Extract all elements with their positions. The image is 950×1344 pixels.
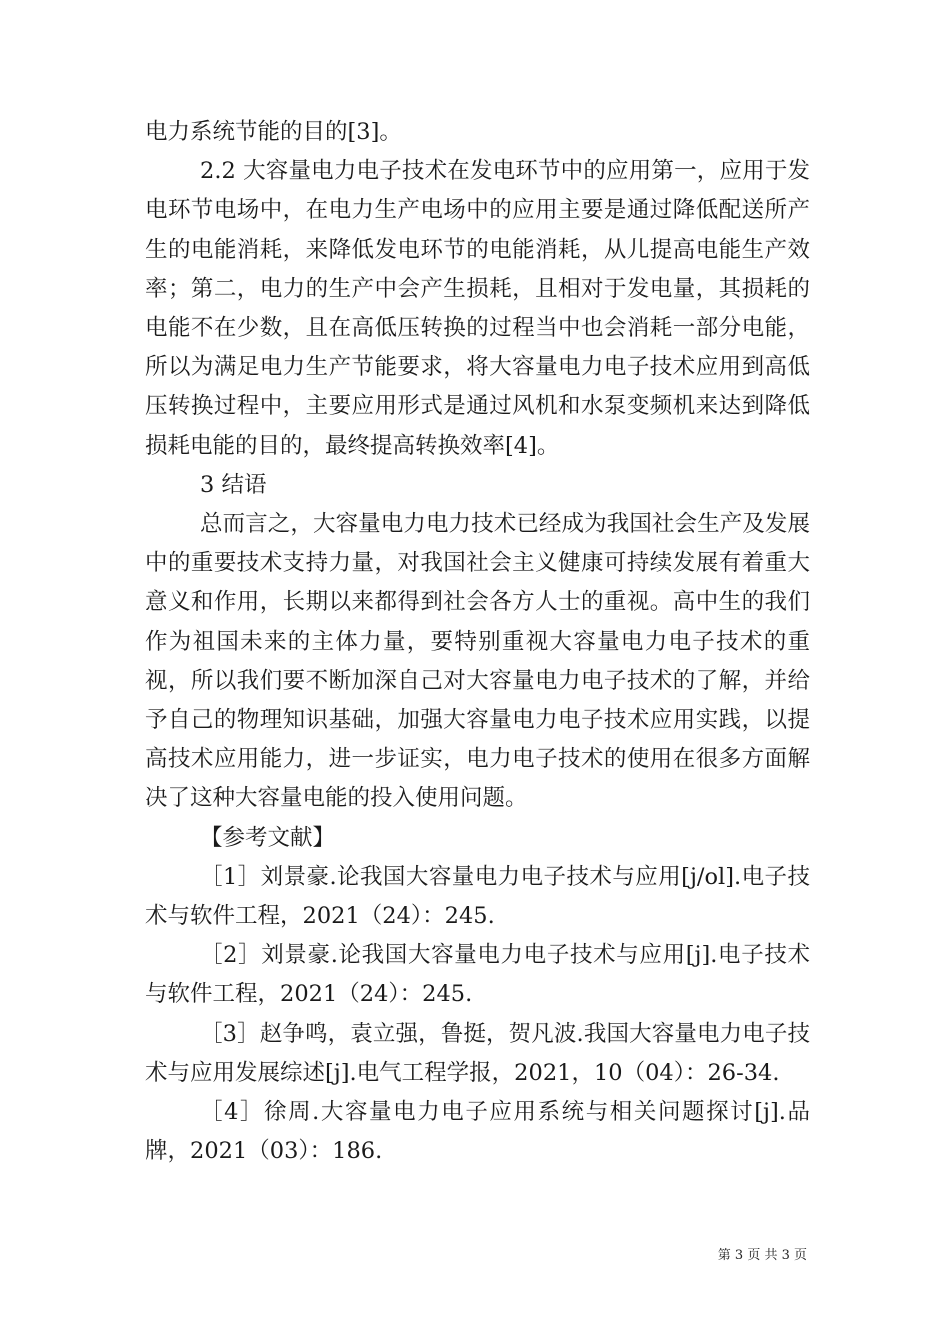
- section-heading-conclusion: 3 结语: [200, 471, 267, 498]
- reference-item: ［4］徐周.大容量电力电子应用系统与相关问题探讨[j].品牌，2021（03）：186.: [145, 1099, 810, 1165]
- reference-item: ［2］刘景豪.论我国大容量电力电子技术与应用[j].电子技术与软件工程，2021（24）：245.: [145, 942, 810, 1008]
- paragraph-continuation: 电力系统节能的目的[3]。: [145, 119, 402, 145]
- reference-item: ［3］赵争鸣，袁立强，鲁挺，贺凡波.我国大容量电力电子技术与应用发展综述[j].电气工程学报，2021，10（04）：26-34.: [145, 1020, 810, 1086]
- reference-list: [145, 858, 810, 1172]
- reference-item: ［1］刘景豪.论我国大容量电力电子技术与应用[j/ol].电子技术与软件工程，2021（24）：245.: [145, 863, 810, 930]
- page-number-footer: 第 3 页 共 3 页: [717, 1248, 807, 1263]
- paragraph-conclusion: 总而言之，大容量电力电力技术已经成为我国社会生产及发展中的重要技术支持力量，对我国社会主义健康可持续发展有着重大意义和作用，长期以来都得到社会各方人士的重视。高中生的我们作为祖国未来的主体力量，要特别重视大容量电力电子技术的重视，所以我们要不断加深自己对大容量电力电子技术的了解，并给予自己的物理知识基础，加强大容量电力电子技术应用实践，以提高技术应用能力，进一步证实，电力电子技术的使用在很多方面解决了这种大容量电能的投入使用问题。: [145, 511, 810, 812]
- document-body: [145, 113, 810, 1171]
- references-heading: 【参考文献】: [200, 824, 336, 851]
- paragraph-section-2-2: 2.2 大容量电力电子技术在发电环节中的应用第一，应用于发电环节电场中，在电力生产电场中的应用主要是通过降低配送所产生的电能消耗，来降低发电环节的电能消耗，从儿提高电能生产效率；第二，电力的生产中会产生损耗，且相对于发电量，其损耗的电能不在少数，且在高低压转换的过程当中也会消耗一部分电能，所以为满足电力生产节能要求，将大容量电力电子技术应用到高低压转换过程中，主要应用形式是通过风机和水泵变频机来达到降低损耗电能的目的，最终提高转换效率[4]。: [145, 158, 810, 459]
